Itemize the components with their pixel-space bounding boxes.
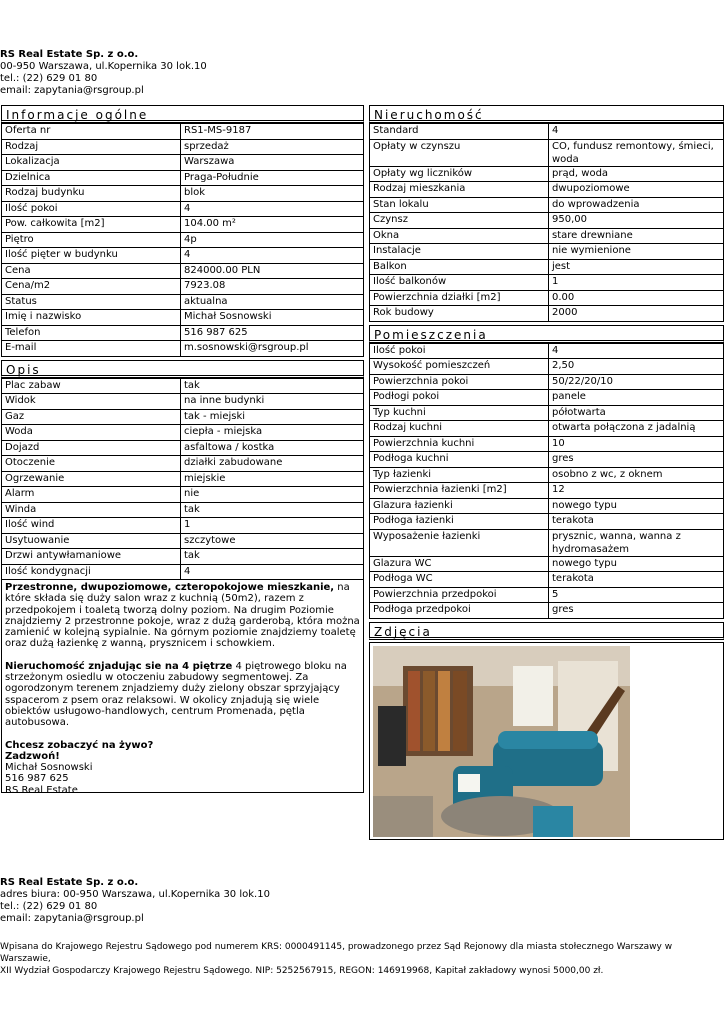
row-value: Warszawa: [181, 155, 364, 171]
row-value: 50/22/20/10: [549, 374, 724, 390]
company-email: email: zapytania@rsgroup.pl: [0, 85, 144, 96]
row-label: Cena: [2, 263, 181, 279]
table-row: [370, 124, 724, 140]
table-row: [2, 248, 364, 264]
row-label: Powierzchnia pokoi: [370, 374, 549, 390]
row-value: szczytowe: [181, 533, 364, 549]
table-row: [2, 378, 364, 394]
row-value: m.sosnowski@rsgroup.pl: [181, 341, 364, 357]
row-label: Standard: [370, 124, 549, 140]
company-phone: tel.: (22) 629 01 80: [0, 73, 98, 84]
table-row: [2, 487, 364, 503]
description-contact: Chcesz zobaczyć na żywo? Zadzwoń! Michał Sosnowski 516 987 625 RS Real Estate: [5, 739, 154, 796]
living-room-image: [373, 646, 630, 837]
row-value: 12: [549, 483, 724, 499]
row-value: gres: [549, 452, 724, 468]
row-value: prysznic, wanna, wanna z hydromasażem: [549, 529, 724, 556]
table-row: [2, 124, 364, 140]
row-label: Usytuowanie: [2, 533, 181, 549]
row-label: Powierzchnia działki [m2]: [370, 290, 549, 306]
row-label: Podłoga WC: [370, 572, 549, 588]
row-label: Podłogi pokoi: [370, 390, 549, 406]
row-label: Widok: [2, 394, 181, 410]
row-value: terakota: [549, 572, 724, 588]
table-row: [370, 166, 724, 182]
legal-line-2: XII Wydział Gospodarczy Krajowego Rejestru Sądowego. NIP: 5252567915, REGON: 146919968, Kapitał zakładowy wynosi 5000,00 zł.: [0, 966, 604, 976]
row-value: Michał Sosnowski: [181, 310, 364, 326]
row-value: 1: [181, 518, 364, 534]
table-row: [370, 182, 724, 198]
table-row: [370, 244, 724, 260]
row-label: Instalacje: [370, 244, 549, 260]
row-label: Ilość pokoi: [2, 201, 181, 217]
table-row: [2, 502, 364, 518]
description-table: [1, 378, 364, 581]
rooms-heading: Pomieszczenia: [369, 325, 724, 343]
row-label: Wyposażenie łazienki: [370, 529, 549, 556]
row-label: Podłoga kuchni: [370, 452, 549, 468]
property-table: [369, 123, 724, 322]
row-value: prąd, woda: [549, 166, 724, 182]
table-row: [2, 533, 364, 549]
general-info-table: [1, 123, 364, 357]
table-row: [370, 514, 724, 530]
row-value: asfaltowa / kostka: [181, 440, 364, 456]
table-row: [370, 498, 724, 514]
row-value: 10: [549, 436, 724, 452]
row-value: 5: [549, 587, 724, 603]
row-value: 104.00 m²: [181, 217, 364, 233]
row-label: Winda: [2, 502, 181, 518]
row-label: Ilość kondygnacji: [2, 564, 181, 580]
row-value: osobno z wc, z oknem: [549, 467, 724, 483]
row-label: Status: [2, 294, 181, 310]
table-row: [370, 213, 724, 229]
rooms-table: [369, 343, 724, 619]
row-value: stare drewniane: [549, 228, 724, 244]
table-row: [2, 263, 364, 279]
table-row: [370, 390, 724, 406]
row-label: Typ kuchni: [370, 405, 549, 421]
table-row: [370, 603, 724, 619]
table-row: [370, 467, 724, 483]
row-label: Cena/m2: [2, 279, 181, 295]
row-value: nowego typu: [549, 556, 724, 572]
row-label: Telefon: [2, 325, 181, 341]
description-heading: Opis: [1, 360, 364, 378]
left-column: [1, 103, 364, 796]
row-value: 4: [181, 564, 364, 580]
row-label: Opłaty wg liczników: [370, 166, 549, 182]
property-heading: Nieruchomość: [369, 105, 724, 123]
table-row: [370, 421, 724, 437]
table-row: [2, 394, 364, 410]
table-row: [2, 471, 364, 487]
row-value: 1: [549, 275, 724, 291]
row-value: panele: [549, 390, 724, 406]
company-name: RS Real Estate Sp. z o.o.: [0, 49, 139, 60]
row-value: 824000.00 PLN: [181, 263, 364, 279]
row-value: 4: [181, 248, 364, 264]
row-label: Otoczenie: [2, 456, 181, 472]
legal-line-1: Wpisana do Krajowego Rejestru Sądowego pod numerem KRS: 0000491145, prowadzonego przez Sąd Rejonowy dla miasta stołecznego Warszawy w Warszawie,: [0, 942, 673, 964]
row-label: Rodzaj kuchni: [370, 421, 549, 437]
row-value: 4p: [181, 232, 364, 248]
row-value: półotwarta: [549, 405, 724, 421]
row-label: Ogrzewanie: [2, 471, 181, 487]
table-row: [2, 440, 364, 456]
row-value: RS1-MS-9187: [181, 124, 364, 140]
row-value: 4: [549, 343, 724, 359]
row-label: Okna: [370, 228, 549, 244]
row-label: Glazura łazienki: [370, 498, 549, 514]
row-label: Czynsz: [370, 213, 549, 229]
table-row: [2, 549, 364, 565]
right-column: [369, 103, 724, 840]
row-label: Opłaty w czynszu: [370, 139, 549, 166]
row-value: blok: [181, 186, 364, 202]
footer-email: email: zapytania@rsgroup.pl: [0, 913, 144, 924]
row-label: Powierzchnia łazienki [m2]: [370, 483, 549, 499]
apartment-photo[interactable]: [373, 646, 630, 837]
row-value: tak - miejski: [181, 409, 364, 425]
row-value: Praga-Południe: [181, 170, 364, 186]
row-label: Rok budowy: [370, 306, 549, 322]
table-row: [2, 232, 364, 248]
table-row: [2, 139, 364, 155]
row-label: Rodzaj: [2, 139, 181, 155]
row-value: ciepła - miejska: [181, 425, 364, 441]
table-row: [370, 452, 724, 468]
row-value: dwupoziomowe: [549, 182, 724, 198]
row-value: terakota: [549, 514, 724, 530]
row-value: 950,00: [549, 213, 724, 229]
table-row: [370, 483, 724, 499]
general-info-heading: Informacje ogólne: [1, 105, 364, 123]
table-row: [2, 201, 364, 217]
table-row: [2, 341, 364, 357]
table-row: [370, 290, 724, 306]
row-value: otwarta połączona z jadalnią: [549, 421, 724, 437]
row-value: gres: [549, 603, 724, 619]
row-label: E-mail: [2, 341, 181, 357]
table-row: [2, 294, 364, 310]
row-value: 7923.08: [181, 279, 364, 295]
row-value: miejskie: [181, 471, 364, 487]
footer-address: adres biura: 00-950 Warszawa, ul.Kopernika 30 lok.10: [0, 889, 270, 900]
footer-company-name: RS Real Estate Sp. z o.o.: [0, 877, 139, 888]
row-value: tak: [181, 549, 364, 565]
company-address: 00-950 Warszawa, ul.Kopernika 30 lok.10: [0, 61, 207, 72]
row-value: 4: [181, 201, 364, 217]
table-row: [2, 425, 364, 441]
row-value: 0.00: [549, 290, 724, 306]
row-label: Balkon: [370, 259, 549, 275]
table-row: [370, 572, 724, 588]
row-label: Ilość pokoi: [370, 343, 549, 359]
row-label: Powierzchnia przedpokoi: [370, 587, 549, 603]
table-row: [370, 275, 724, 291]
row-value: nowego typu: [549, 498, 724, 514]
row-value: 516 987 625: [181, 325, 364, 341]
row-label: Glazura WC: [370, 556, 549, 572]
row-label: Podłoga przedpokoi: [370, 603, 549, 619]
table-row: [2, 186, 364, 202]
table-row: [2, 155, 364, 171]
table-row: [370, 556, 724, 572]
row-label: Podłoga łazienki: [370, 514, 549, 530]
row-value: nie: [181, 487, 364, 503]
table-row: [2, 564, 364, 580]
table-row: [370, 436, 724, 452]
table-row: [370, 343, 724, 359]
table-row: [2, 409, 364, 425]
row-label: Typ łazienki: [370, 467, 549, 483]
legal-notice: [0, 941, 724, 977]
table-row: [2, 170, 364, 186]
row-value: 2000: [549, 306, 724, 322]
row-value: 2,50: [549, 359, 724, 375]
row-label: Pow. całkowita [m2]: [2, 217, 181, 233]
row-value: 4: [549, 124, 724, 140]
row-label: Ilość balkonów: [370, 275, 549, 291]
row-label: Powierzchnia kuchni: [370, 436, 549, 452]
row-value: do wprowadzenia: [549, 197, 724, 213]
row-value: działki zabudowane: [181, 456, 364, 472]
row-label: Ilość wind: [2, 518, 181, 534]
description-text: [1, 580, 364, 796]
description-paragraph-2: Nieruchomość znjadując sie na 4 piętrze 4 piętrowego bloku na strzeżonym osiedlu w otoczeniu zabudowy segmentowej. Za ogorodzonym terenem znjadziemy duży zielony obszar sprzyjający sspacerom z psem oraz relaksowi. W okolicy znjadują się wiele obiektów usługowo-handlowych, centrum Promenada, pętla autobusowa.: [5, 660, 347, 729]
table-row: [370, 405, 724, 421]
row-value: tak: [181, 378, 364, 394]
row-label: Rodzaj mieszkania: [370, 182, 549, 198]
row-label: Alarm: [2, 487, 181, 503]
row-value: na inne budynki: [181, 394, 364, 410]
row-label: Rodzaj budynku: [2, 186, 181, 202]
description-paragraph-1: Przestronne, dwupoziomowe, czteropokojowe mieszkanie, na które składa się duży salon wraz z kuchnią (50m2), razem z przedpokojem i toaletą tworzą dolny poziom. Na drugim Poziomie znajdziemy 2 przestronne pokoje, wraz z dużą garderobą, która można zamienić w kolejną sypialnie. Na górnym poziomie znajdziemy toaletę oraz dużą łazienkę z wanną, prysznicem i schowkiem.: [5, 582, 360, 650]
row-label: Drzwi antywłamaniowe: [2, 549, 181, 565]
row-label: Oferta nr: [2, 124, 181, 140]
table-row: [370, 139, 724, 166]
row-label: Imię i nazwisko: [2, 310, 181, 326]
table-row: [2, 310, 364, 326]
table-row: [370, 359, 724, 375]
row-label: Piętro: [2, 232, 181, 248]
row-value: nie wymienione: [549, 244, 724, 260]
row-value: jest: [549, 259, 724, 275]
row-value: CO, fundusz remontowy, śmieci, woda: [549, 139, 724, 166]
row-label: Stan lokalu: [370, 197, 549, 213]
row-label: Gaz: [2, 409, 181, 425]
row-label: Lokalizacja: [2, 155, 181, 171]
row-label: Ilość pięter w budynku: [2, 248, 181, 264]
table-row: [370, 259, 724, 275]
table-row: [370, 587, 724, 603]
table-row: [370, 306, 724, 322]
footer-phone: tel.: (22) 629 01 80: [0, 901, 98, 912]
row-value: aktualna: [181, 294, 364, 310]
company-footer: [0, 877, 270, 925]
table-row: [2, 518, 364, 534]
table-row: [2, 456, 364, 472]
row-label: Wysokość pomieszczeń: [370, 359, 549, 375]
row-label: Plac zabaw: [2, 378, 181, 394]
table-row: [370, 529, 724, 556]
row-label: Woda: [2, 425, 181, 441]
company-header: [0, 49, 207, 97]
row-label: Dojazd: [2, 440, 181, 456]
row-value: sprzedaż: [181, 139, 364, 155]
table-row: [2, 279, 364, 295]
row-label: Dzielnica: [2, 170, 181, 186]
photos-heading: Zdjęcia: [369, 622, 724, 640]
table-row: [370, 197, 724, 213]
table-row: [370, 374, 724, 390]
table-row: [370, 228, 724, 244]
row-value: tak: [181, 502, 364, 518]
table-row: [2, 325, 364, 341]
photo-frame: [369, 642, 724, 840]
table-row: [2, 217, 364, 233]
